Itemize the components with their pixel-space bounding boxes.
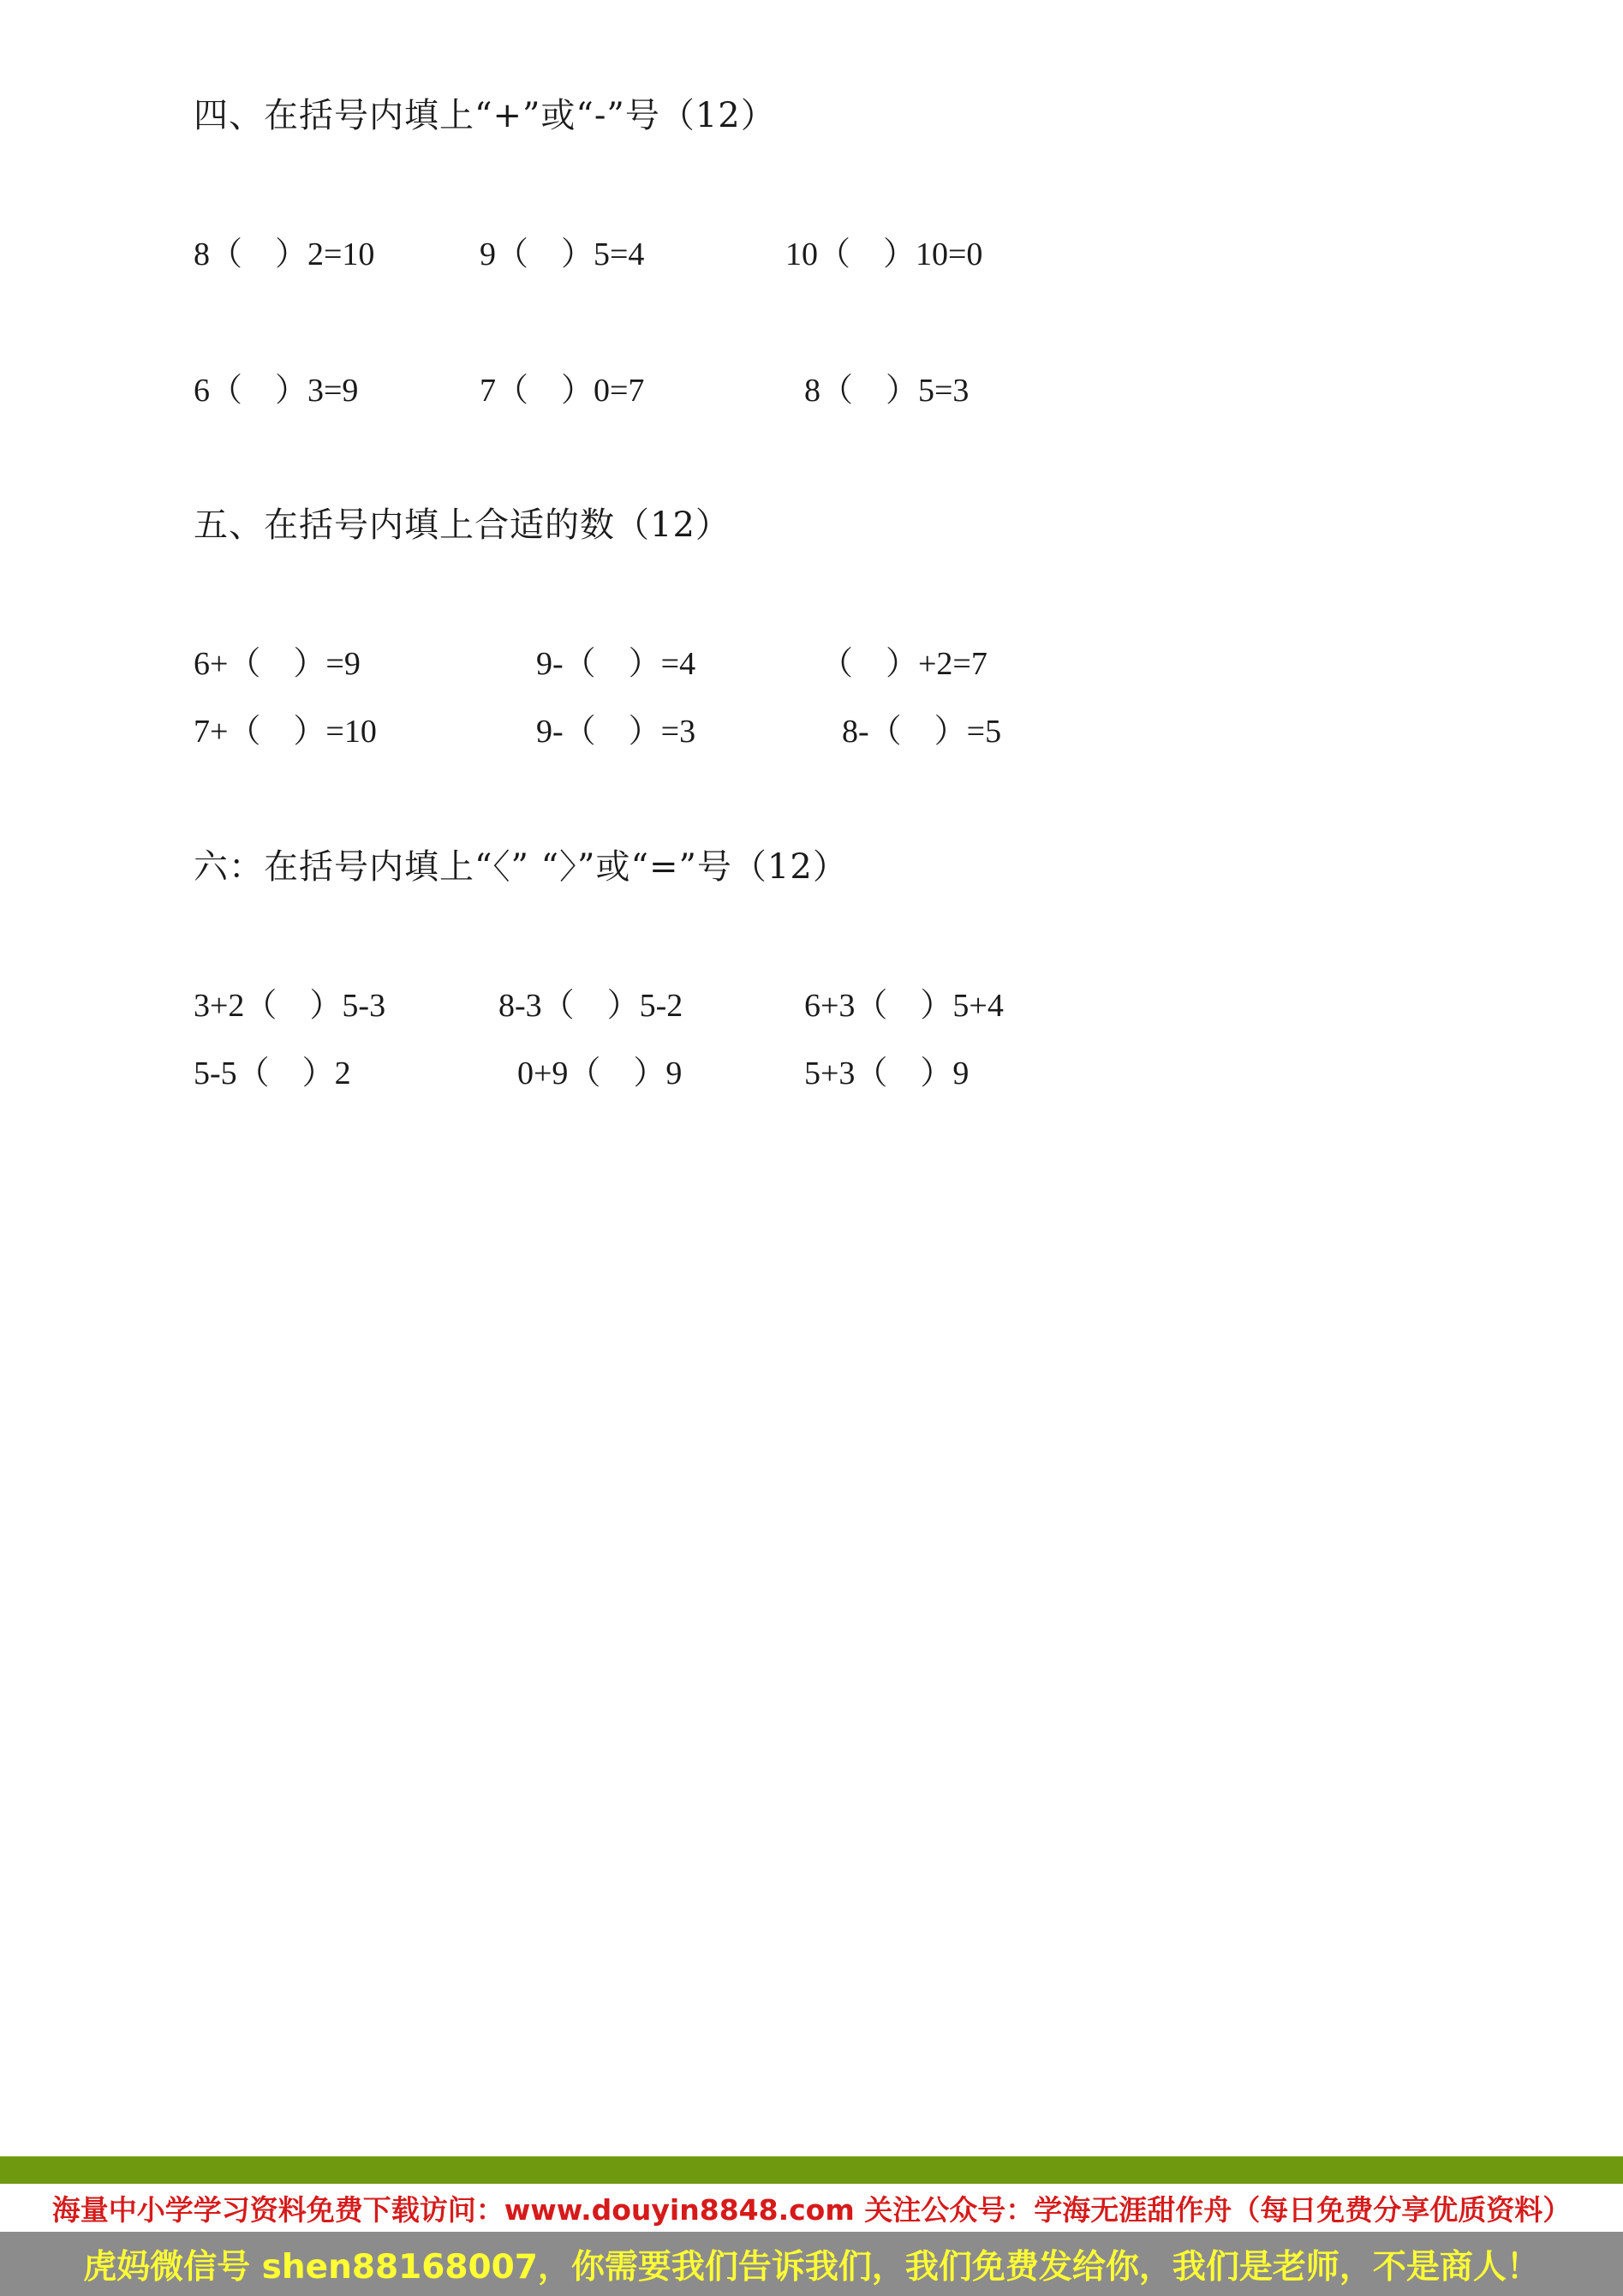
question-5-3: （ ）+2=7 (820, 646, 988, 682)
question-6-1: 3+2（ ）5-3 (194, 988, 386, 1024)
footer-green-bar (0, 2156, 1623, 2184)
question-4-1: 8（ ）2=10 (194, 236, 375, 272)
question-6-5: 0+9（ ）9 (517, 1055, 683, 1091)
question-5-4: 7+（ ）=10 (194, 714, 377, 750)
question-6-6: 5+3（ ）9 (804, 1055, 970, 1091)
footer-contact-text: 虎妈微信号 shen88168007，你需要我们告诉我们，我们免费发给你，我们是老师，不是商人！ (83, 2247, 1540, 2287)
question-6-3: 6+3（ ）5+4 (804, 988, 1004, 1024)
question-6-4: 5-5（ ）2 (194, 1055, 351, 1091)
question-4-5: 7（ ）0=7 (480, 373, 645, 409)
question-5-1: 6+（ ）=9 (194, 646, 361, 682)
section-4-heading: 四、在括号内填上“+”或“-”号（12） (194, 96, 776, 135)
question-4-3: 10（ ）10=0 (785, 236, 983, 272)
footer-download-text: 海量中小学学习资料免费下载访问：www.douyin8848.com 关注公众号：学海无涯甜作舟（每日免费分享优质资料） (51, 2192, 1572, 2227)
question-5-6: 8-（ ）=5 (842, 714, 1002, 750)
question-5-2: 9-（ ）=4 (536, 646, 696, 682)
section-6-heading: 六：在括号内填上“〈” “〉”或“=”号（12） (194, 847, 848, 887)
question-5-5: 9-（ ）=3 (536, 714, 696, 750)
question-4-2: 9（ ）5=4 (480, 236, 645, 272)
question-4-4: 6（ ）3=9 (194, 373, 359, 409)
section-5-heading: 五、在括号内填上合适的数（12） (194, 505, 731, 545)
footer-banner-top (0, 2184, 1623, 2232)
question-6-2: 8-3（ ）5-2 (498, 988, 683, 1024)
footer-banner-bottom (0, 2232, 1623, 2296)
question-4-6: 8（ ）5=3 (804, 373, 970, 409)
